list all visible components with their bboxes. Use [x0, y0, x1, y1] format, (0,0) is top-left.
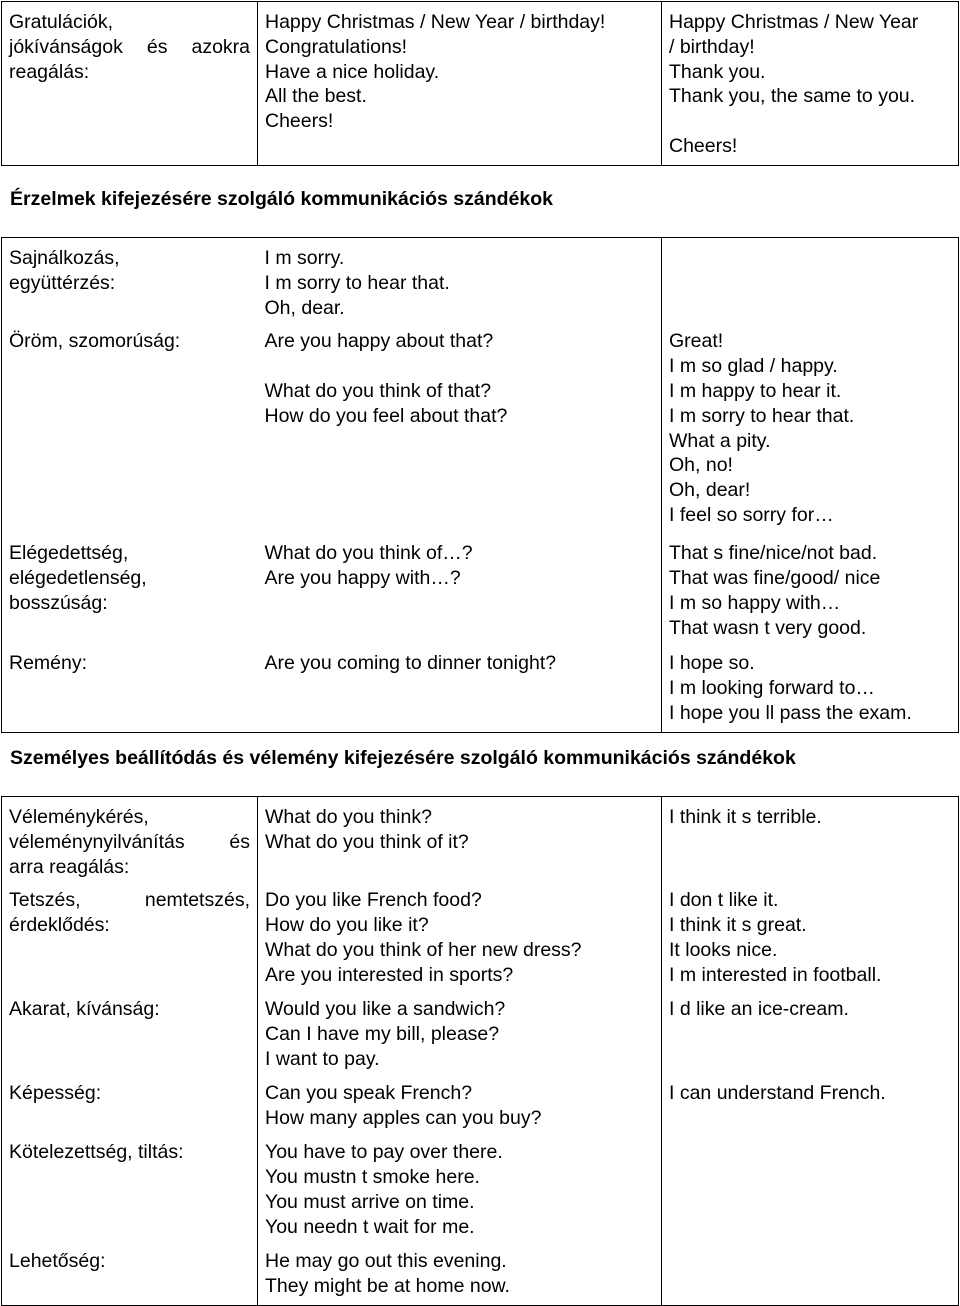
- opinions-table: [1, 796, 959, 1306]
- row-label-cell: [2, 238, 258, 327]
- row-label: együttérzés:: [9, 271, 116, 294]
- row-label: Remény:: [9, 652, 88, 675]
- example-cell: [258, 797, 662, 886]
- response-line: I don t like it.: [669, 889, 779, 912]
- example-line: I m sorry.: [264, 247, 345, 269]
- row-label: bosszúság:: [9, 591, 108, 614]
- response-line: Oh, dear!: [669, 479, 751, 502]
- table-row: [2, 648, 959, 732]
- section-heading-opinions: Személyes beállítódás és vélemény kifejezésére szolgáló kommunikációs szándékok: [10, 747, 796, 769]
- response-line: Thank you.: [669, 60, 766, 83]
- response-line: Oh, no!: [669, 454, 733, 477]
- example-line: What do you think?: [265, 806, 432, 828]
- row-label: Gratulációk,: [9, 11, 114, 33]
- row-label-cell: [2, 2, 258, 166]
- example-line: Oh, dear.: [264, 296, 345, 319]
- example-line: What do you think of it?: [265, 830, 469, 853]
- row-label: reagálás:: [9, 60, 90, 83]
- example-line: How do you like it?: [265, 914, 429, 937]
- row-label: jókívánságok és azokra: [9, 35, 250, 58]
- response-cell: [662, 885, 959, 994]
- response-cell: [662, 538, 959, 648]
- response-cell: [662, 797, 959, 886]
- example-line: How many apples can you buy?: [265, 1107, 542, 1130]
- example-line: I want to pay.: [265, 1047, 380, 1070]
- table-row: [2, 1137, 959, 1246]
- response-line: Happy Christmas / New Year: [669, 11, 919, 33]
- response-line: I d like an ice-cream.: [669, 998, 849, 1021]
- row-label: Akarat, kívánság:: [9, 998, 160, 1021]
- row-label-cell: [2, 538, 258, 648]
- example-line: All the best.: [265, 85, 367, 108]
- row-label-cell: [2, 885, 258, 994]
- row-label-cell: [2, 994, 258, 1078]
- example-line: What do you think of that?: [264, 379, 492, 402]
- example-line: How do you feel about that?: [264, 404, 508, 427]
- table-row: [2, 797, 959, 886]
- example-line: You mustn t smoke here.: [265, 1166, 480, 1189]
- example-cell: [258, 648, 662, 732]
- table-row: [2, 2, 959, 166]
- response-cell: [662, 1137, 959, 1246]
- response-line: I think it s great.: [669, 914, 807, 937]
- table-row: [2, 885, 959, 994]
- response-line: I m so glad / happy.: [669, 355, 838, 378]
- example-cell: [258, 1137, 662, 1246]
- row-label: Öröm, szomorúság:: [9, 330, 181, 353]
- example-line: I m sorry to hear that.: [264, 271, 450, 294]
- row-label-cell: [2, 1078, 258, 1137]
- example-line: Have a nice holiday.: [265, 60, 440, 83]
- response-line: I think it s terrible.: [669, 806, 822, 828]
- row-label-cell: [2, 1246, 258, 1305]
- example-line: Cheers!: [265, 110, 334, 133]
- response-line: / birthday!: [669, 35, 755, 58]
- response-cell: [662, 2, 959, 166]
- row-label: Tetszés, nemtetszés,: [9, 889, 250, 912]
- row-label-cell: [2, 648, 258, 732]
- example-line: What do you think of her new dress?: [265, 938, 582, 961]
- example-line: What do you think of…?: [264, 542, 473, 565]
- response-cell: [662, 326, 959, 538]
- table-row: [2, 326, 959, 538]
- example-line: Can you speak French?: [265, 1082, 473, 1105]
- response-line: Great!: [669, 330, 724, 353]
- example-cell: [258, 994, 662, 1078]
- row-label: Elégedettség,: [9, 542, 129, 565]
- row-label: érdeklődés:: [9, 914, 110, 937]
- example-line: You must arrive on time.: [265, 1190, 475, 1213]
- example-line: He may go out this evening.: [265, 1250, 507, 1273]
- response-line: I hope you ll pass the exam.: [669, 701, 912, 724]
- table-row: [2, 538, 959, 648]
- greetings-table: [1, 1, 959, 166]
- example-line: Are you interested in sports?: [265, 963, 514, 986]
- row-label: Képesség:: [9, 1082, 102, 1105]
- table-row: [2, 238, 959, 327]
- response-line: That was fine/good/ nice: [669, 567, 881, 590]
- example-line: You needn t wait for me.: [265, 1215, 475, 1238]
- response-line: I m looking forward to…: [669, 677, 875, 700]
- example-cell: [258, 2, 662, 166]
- response-line: What a pity.: [669, 429, 771, 452]
- row-label-cell: [2, 326, 258, 538]
- emotions-table: [1, 237, 959, 733]
- example-line: Are you happy with…?: [264, 567, 461, 590]
- response-line: I m happy to hear it.: [669, 379, 842, 402]
- example-line: Can I have my bill, please?: [265, 1023, 500, 1046]
- example-line: They might be at home now.: [265, 1275, 510, 1298]
- example-cell: [258, 238, 662, 327]
- row-label: véleménynyilvánítás és: [9, 830, 250, 853]
- row-label-cell: [2, 797, 258, 886]
- response-line: Thank you, the same to you.: [669, 85, 916, 108]
- table-row: [2, 1246, 959, 1305]
- response-line: Cheers!: [669, 134, 738, 157]
- response-line: I hope so.: [669, 652, 755, 675]
- example-cell: [258, 1078, 662, 1137]
- row-label: elégedetlenség,: [9, 567, 147, 590]
- example-line: Would you like a sandwich?: [265, 998, 506, 1021]
- response-cell: [662, 648, 959, 732]
- response-cell: [662, 238, 959, 327]
- response-line: I m so happy with…: [669, 591, 841, 614]
- response-line: I m interested in football.: [669, 963, 882, 986]
- response-line: I feel so sorry for…: [669, 503, 834, 526]
- response-line: I can understand French.: [669, 1082, 886, 1105]
- example-line: Are you happy about that?: [264, 330, 494, 353]
- row-label: Véleménykérés,: [9, 806, 149, 828]
- response-line: That s fine/nice/not bad.: [669, 542, 878, 565]
- example-line: Congratulations!: [265, 35, 408, 58]
- example-cell: [258, 538, 662, 648]
- example-line: Happy Christmas / New Year / birthday!: [265, 11, 606, 33]
- response-cell: [662, 1246, 959, 1305]
- example-line: Do you like French food?: [265, 889, 482, 912]
- response-cell: [662, 994, 959, 1078]
- table-row: [2, 994, 959, 1078]
- response-cell: [662, 1078, 959, 1137]
- table-row: [2, 1078, 959, 1137]
- response-line: That wasn t very good.: [669, 616, 867, 639]
- row-label: Kötelezettség, tiltás:: [9, 1141, 184, 1164]
- response-line: I m sorry to hear that.: [669, 404, 855, 427]
- section-heading-emotions: Érzelmek kifejezésére szolgáló kommunikációs szándékok: [10, 188, 553, 210]
- example-cell: [258, 1246, 662, 1305]
- example-cell: [258, 885, 662, 994]
- example-line: Are you coming to dinner tonight?: [264, 652, 557, 675]
- response-line: It looks nice.: [669, 938, 778, 961]
- example-cell: [258, 326, 662, 538]
- row-label: Lehetőség:: [9, 1250, 106, 1273]
- row-label-cell: [2, 1137, 258, 1246]
- row-label: arra reagálás:: [9, 855, 130, 878]
- row-label: Sajnálkozás,: [9, 247, 120, 269]
- example-line: You have to pay over there.: [265, 1141, 503, 1164]
